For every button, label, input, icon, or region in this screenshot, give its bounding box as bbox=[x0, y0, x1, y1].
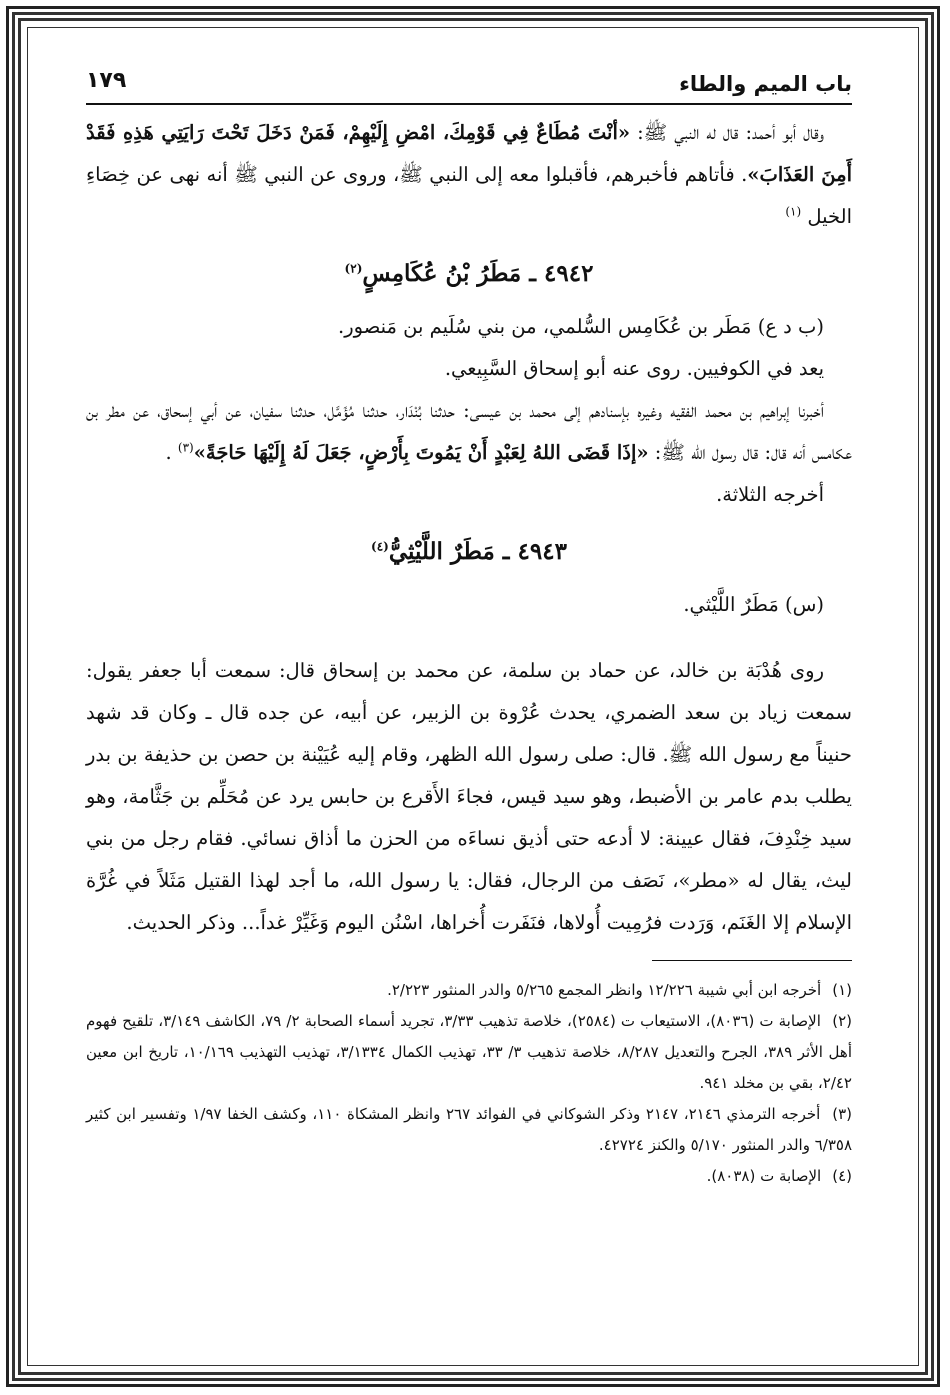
footnote bbox=[86, 1161, 852, 1192]
entry-title: ٤٩٤٢ ـ مَطَرُ بْنُ عُكَامِسٍ bbox=[362, 260, 594, 287]
isnad-paragraph: أخبرنا إبراهيم بن محمد الفقيه وغيره بإسنادهم إلى محمد بن عيسى: حدثنا بُنْدَار، حدثنا مُؤَمَّل، حدثنا سفيان، عن أبي إسحاق، عن مطر بن عكامس أنه قال: قال رسول الله ﷺ: «إذَا قَضَى اللهُ لِعَبْدٍ أَنْ يَمُوتَ بِأَرْضٍ، جَعَلَ لَهُ إِلَيْهَا حَاجَةً»$^{(٣)}$ . bbox=[86, 399, 852, 464]
chapter-title: باب الميم والطاء bbox=[679, 72, 852, 96]
entry-paragraph: أخرجه الثلاثة. bbox=[716, 483, 824, 506]
continuation-text-c: . فأتاهم فأخبرهم، فأقبلوا معه إلى النبي ﷺ، وروى عن النبي ﷺ أنه نهى عن خِصَاءِ الخيل bbox=[86, 163, 852, 228]
footnote-number: (٢) bbox=[832, 1012, 852, 1030]
footnote-marker-1: (١) bbox=[785, 204, 802, 219]
footnote-text: الإصابة ت (٨٠٣٨). bbox=[706, 1167, 822, 1185]
footnote-number: (٣) bbox=[832, 1105, 852, 1123]
footnote-marker-4: (٤) bbox=[371, 539, 389, 554]
footnotes bbox=[86, 975, 852, 1192]
header-rule bbox=[86, 103, 852, 105]
footnote-marker-2: (٢) bbox=[344, 261, 363, 276]
hadith-quote: «إذَا قَضَى اللهُ لِعَبْدٍ أَنْ يَمُوتَ بِأَرْضٍ، جَعَلَ لَهُ إِلَيْهَا حَاجَةً» bbox=[193, 441, 649, 464]
footnote-text: أخرجه ابن أبي شيبة ١٢/٢٢٦ وانظر المجمع ٥/٢٦٥ والدر المنثور ٢/٢٢٣. bbox=[387, 981, 822, 999]
footnote bbox=[86, 1099, 852, 1161]
entry-paragraph: (ب د ع) مَطَر بن عُكَامِس السُّلمي، من بني سُلَيم بن مَنصور. bbox=[338, 315, 824, 338]
entry-paragraph: (س) مَطَرٌ اللَّيْثي. bbox=[683, 593, 824, 616]
hadith-quote: «أنْتَ مُطَاعٌ فِي قَوْمِكَ، امْضِ إِلَيْهِمْ، فَمَنْ دَخَلَ تَحْتَ رَايَتِي هَذِهِ فَقَدْ أَمِنَ العَذَابَ» bbox=[86, 121, 852, 186]
footnote-text: الإصابة ت (٨٠٣٦)، الاستيعاب ت (٢٥٨٤)، خلاصة تذهيب ٣/٣٣، تجريد أسماء الصحابة ٢/ ٧٩، الكاشف ٣/١٤٩، تلقيح فهوم أهل الأثر ٣٨٩، الجرح والتعديل ٨/٢٨٧، خلاصة تذهيب ٣/ ٣٣، تهذيب الكمال ٣/١٣٣٤، تهذيب التهذيب ١٠/١٦٩، تاريخ ابن معين ٢/٤٢، بقي بن مخلد ٩٤١. bbox=[86, 1012, 852, 1092]
main-text bbox=[86, 112, 852, 944]
footnote bbox=[86, 1006, 852, 1099]
book-page bbox=[86, 62, 852, 1332]
entry-title: ٤٩٤٣ ـ مَطَرٌ اللَّيْثِيُّ bbox=[388, 538, 567, 565]
footnote-number: (١) bbox=[832, 981, 852, 999]
isnad-text: أخبرنا إبراهيم بن محمد الفقيه وغيره بإسنادهم إلى محمد بن عيسى: حدثنا بُنْدَار، حدثنا مُؤَمَّل، حدثنا سفيان، عن أبي إسحاق، عن مطر بن عكامس أنه قال: قال رسول الله ﷺ: bbox=[86, 399, 852, 464]
footnote-number: (٤) bbox=[832, 1167, 852, 1185]
continuation-paragraph bbox=[86, 112, 852, 238]
entry-heading-4942 bbox=[86, 252, 852, 296]
entry-heading-4943 bbox=[86, 530, 852, 574]
footnote-marker-3: (٣) bbox=[177, 440, 194, 455]
footnote-separator bbox=[652, 960, 852, 961]
page-number: ١٧٩ bbox=[86, 68, 127, 93]
footnote bbox=[86, 975, 852, 1006]
continuation-text-a: وقال أبو أحمد: قال له النبي ﷺ: bbox=[630, 121, 824, 144]
footnote-text: أخرجه الترمذي ٢١٤٦، ٢١٤٧ وذكر الشوكاني في الفوائد ٢٦٧ وانظر المشكاة ١١٠، وكشف الخفا ١/٩٧ وتفسير ابن كثير ٦/٣٥٨ والدر المنثور ٥/١٧٠ والكنز ٤٢٧٢٤. bbox=[86, 1105, 852, 1154]
entry-paragraph: يعد في الكوفيين. روى عنه أبو إسحاق السَّبِيعي. bbox=[444, 357, 824, 380]
running-header bbox=[86, 62, 852, 106]
narration-paragraph: روى هُدْبَة بن خالد، عن حماد بن سلمة، عن محمد بن إسحاق قال: سمعت أبا جعفر يقول: سمعت زياد بن سعد الضمري، يحدث عُرْوة بن الزبير، عن أبيه، عن جده قال ـ وكان قد شهد حنيناً مع رسول الله ﷺ. قال: صلى رسول الله الظهر، وقام إليه عُيَيْنة بن حصن بن حذيفة بن بدر يطلب بدم عامر بن الأضبط، وهو سيد قيس، فجاءَ الأَقرع بن حابس يرد عن مُحَلِّم بن جَثَّامة، وهو سيد خِنْدِفَ، فقال عيينة: لا أدعه حتى أذيق نساءَه من الحزن ما أذاق نسائي. فقام رجل من بني ليث، يقال له «مطر»، نَصَف من الرجال، فقال: يا رسول الله، ما أجد لهذا القتيل مَثَلاً في غُرَّة الإسلام إلا الغَنَم، وَرَدت فرُمِيت أُولاها، فنَفَرت أُخراها، اسْنُن اليوم وَغَيِّرْ غداً... وذكر الحديث. bbox=[86, 659, 852, 934]
